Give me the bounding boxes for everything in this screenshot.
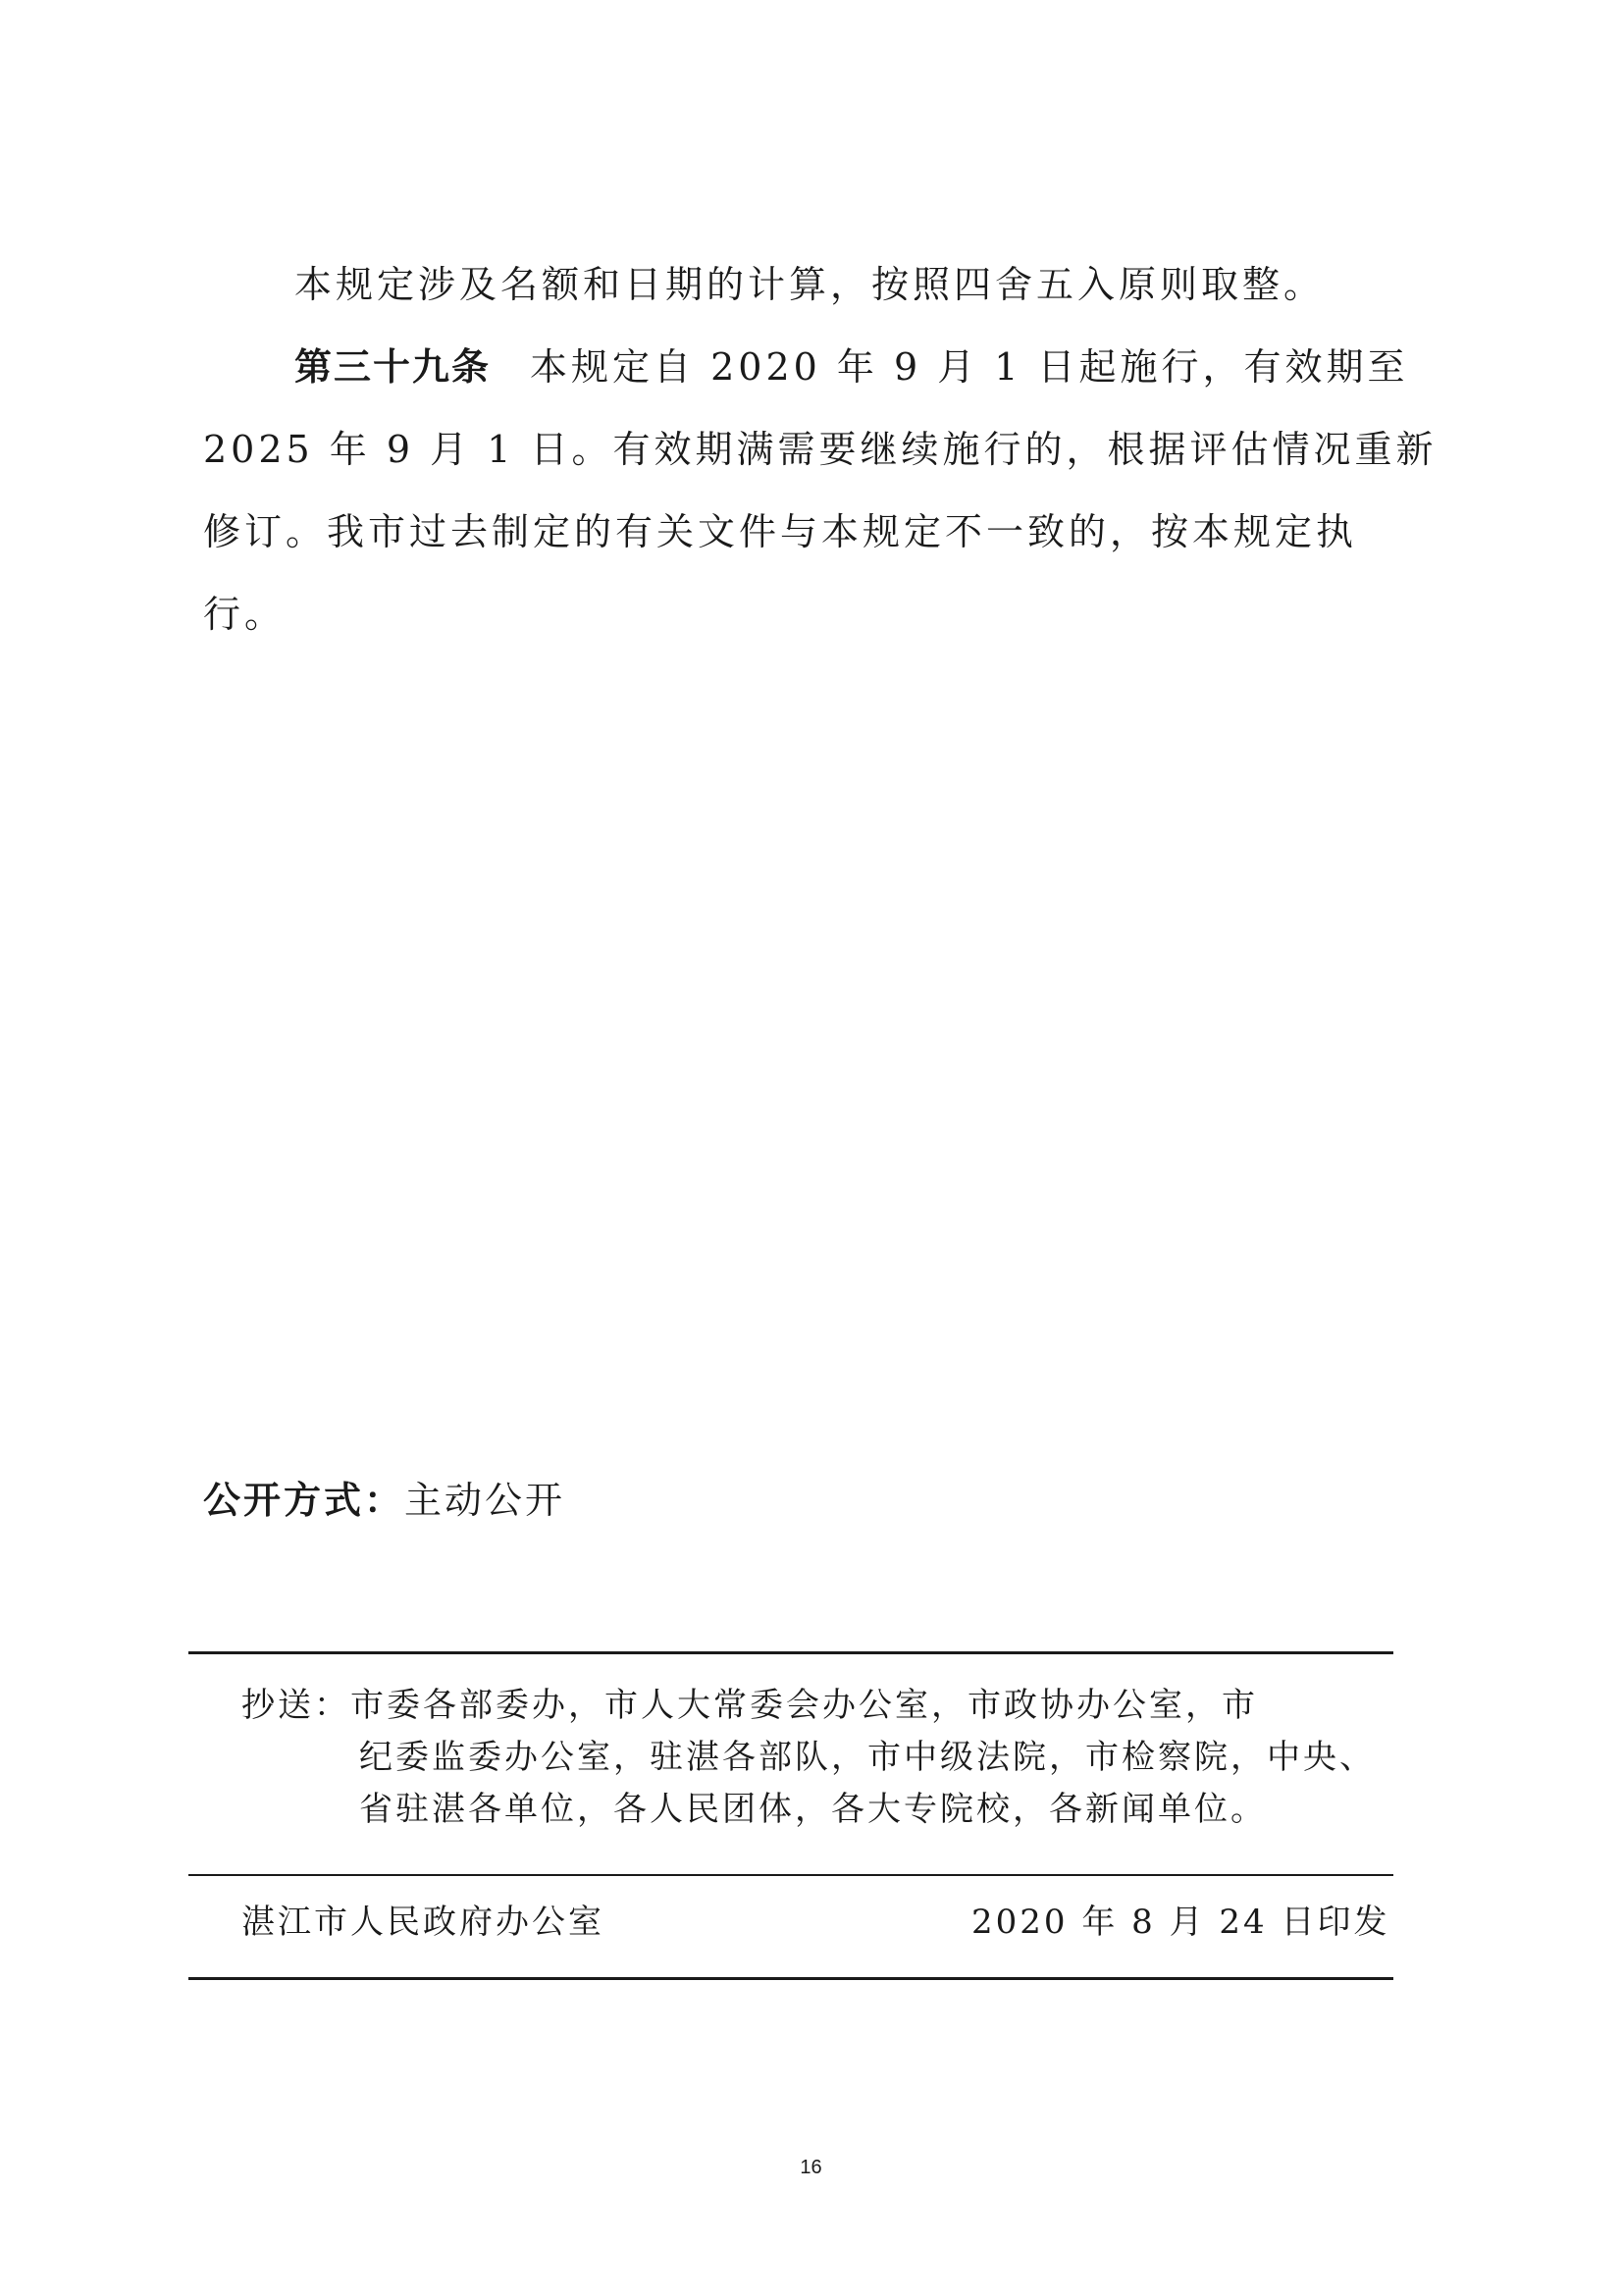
disclosure-label: 公开方式： — [203, 1479, 405, 1522]
article-39-line-2: 2025 年 9 月 1 日。有效期满需要继续施行的，根据评估情况重新 — [203, 428, 1438, 471]
article-39-line-3: 修订。我市过去制定的有关文件与本规定不一致的，按本规定执 — [203, 510, 1358, 553]
cc-recipients — [241, 1680, 1376, 1836]
issue-date: 2020 年 8 月 24 日印发 — [971, 1903, 1390, 1942]
article-39-line-1 — [294, 343, 1521, 391]
cc-line-3: 省驻湛各单位，各人民团体，各大专院校，各新闻单位。 — [359, 1790, 1267, 1829]
disclosure-value: 主动公开 — [404, 1479, 566, 1522]
paragraph-rounding-rule: 本规定涉及名额和日期的计算，按照四舍五入原则取整。 — [294, 263, 1326, 306]
issuing-office: 湛江市人民政府办公室 — [241, 1903, 604, 1942]
cc-bottom-rule — [188, 1874, 1393, 1876]
article-39-text-1: 本规定自 2020 年 9 月 1 日起施行，有效期至 — [530, 345, 1409, 389]
footer-bottom-rule — [188, 1977, 1393, 1980]
cc-line-2: 纪委监委办公室，驻湛各部队，市中级法院，市检察院，中央、 — [359, 1738, 1376, 1777]
cc-line-1: 抄送：市委各部委办，市人大常委会办公室，市政协办公室，市 — [241, 1686, 1258, 1725]
page-number: 16 — [800, 2157, 822, 2178]
disclosure-method — [203, 1477, 565, 1524]
cc-top-rule — [188, 1651, 1393, 1654]
article-39-line-4: 行。 — [203, 593, 287, 636]
article-39-heading: 第三十九条 — [294, 345, 492, 389]
